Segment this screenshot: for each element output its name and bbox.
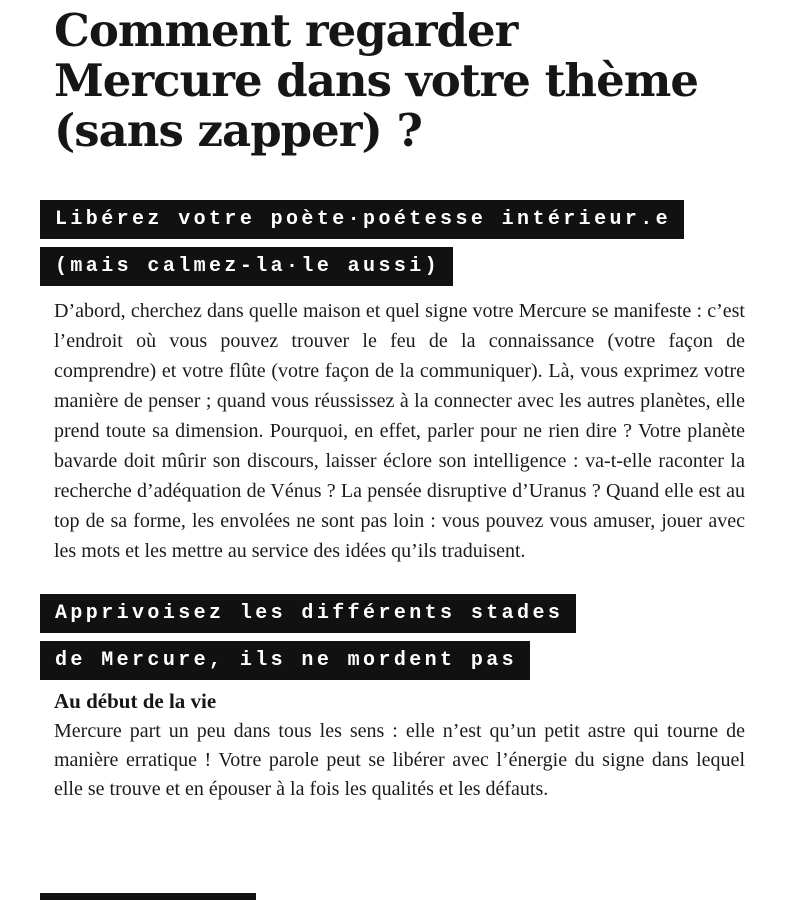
subsection-heading: Au début de la vie: [54, 689, 217, 713]
section-banner-line: Apprivoisez les différents stades: [40, 594, 576, 633]
body-paragraph: Mercure part un peu dans tous les sens : elle n’est qu’un petit astre qui tourne de manière erratique ! Votre parole peut se libérer avec l’énergie du signe dans lequel elle se trouve et en épouser à la fois les qualités et les défauts.: [54, 720, 745, 800]
page-title-line: Comment regarder: [54, 4, 518, 57]
section-header-poete: [40, 200, 745, 286]
page-title-line: Mercure dans votre thème: [54, 54, 698, 107]
next-section-banner-partial: [40, 893, 256, 900]
section-banner-line: de Mercure, ils ne mordent pas: [40, 641, 530, 680]
page-title-line: (sans zapper) ?: [54, 104, 422, 157]
section-header-stades: [40, 594, 745, 680]
section-banner-line: Libérez votre poète·poétesse intérieur.e: [40, 200, 684, 239]
body-paragraph: D’abord, cherchez dans quelle maison et quel signe votre Mercure se manifeste : c’est l’endroit où vous pouvez trouver le feu de la connaissance (votre façon de comprendre) et votre flûte (votre façon de la communiquer). Là, vous exprimez votre manière de penser ; quand vous réussissez à la connecter avec les autres planètes, elle prend toute sa dimension. Pourquoi, en effet, parler pour ne rien dire ? Votre planète bavarde doit mûrir son discours, laisser éclore son intelligence : va-t-elle raconter la recherche d’adéquation de Vénus ? La pensée disruptive d’Uranus ? Quand elle est au top de sa forme, les envolées ne sont pas loin : vous pouvez vous amuser, jouer avec les mots et les mettre au service des idées qu’ils traduisent.: [54, 300, 745, 562]
page-title: [54, 0, 745, 156]
section-banner-line: (mais calmez-la·le aussi): [40, 247, 453, 286]
